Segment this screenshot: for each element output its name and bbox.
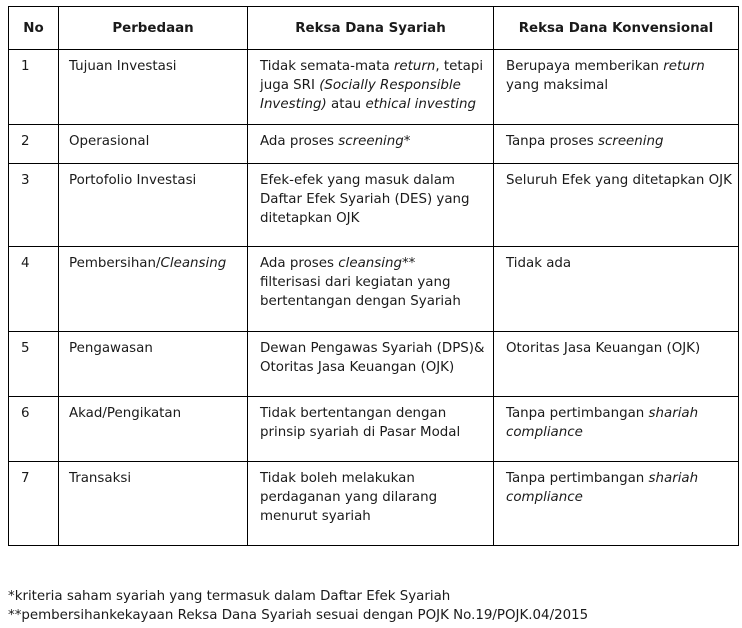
row-no: 7 [9,462,59,546]
text-line: menurut syariah [260,509,371,524]
text-line: Tidak bertentangan dengan [260,406,447,421]
text-line: Daftar Efek Syariah (DES) yang [260,192,470,207]
row-konvensional [494,462,739,546]
row-no: 2 [9,125,59,164]
text-line: compliance [506,490,583,505]
row-konvensional [494,247,739,332]
row-no: 5 [9,332,59,397]
text-line: Tidak ada [506,256,572,271]
text-line: bertentangan dengan Syariah [260,294,461,309]
row-syariah [248,125,494,164]
row-syariah [248,462,494,546]
text-line: Dewan Pengawas Syariah (DPS)& [260,341,485,356]
row-item: Transaksi [59,462,248,546]
text-line: perdaganan yang dilarang [260,490,438,505]
header-konvensional: Reksa Dana Konvensional [494,7,739,50]
text-line: filterisasi dari kegiatan yang [260,275,451,290]
text-line: Ada proses screening* [260,134,411,149]
row-konvensional [494,397,739,462]
text-line: Tanpa pertimbangan shariah [506,471,699,486]
row-item: Tujuan Investasi [59,50,248,125]
table-row [9,462,739,546]
header-item: Perbedaan [59,7,248,50]
row-syariah [248,332,494,397]
text-line: Otoritas Jasa Keuangan (OJK) [506,341,701,356]
row-item: Pengawasan [59,332,248,397]
comparison-table [8,6,739,546]
text-line: prinsip syariah di Pasar Modal [260,425,461,440]
text-line: Pembersihan/Cleansing [69,256,227,271]
header-syariah: Reksa Dana Syariah [248,7,494,50]
row-no: 4 [9,247,59,332]
footnote-2: **pembersihankekayaan Reksa Dana Syariah sesuai dengan POJK No.19/POJK.04/2015 [8,608,589,623]
row-item: Akad/Pengikatan [59,397,248,462]
row-syariah [248,397,494,462]
table-row [9,164,739,247]
footnote-1: *kriteria saham syariah yang termasuk dalam Daftar Efek Syariah [8,589,451,604]
row-syariah [248,164,494,247]
table-header-row [9,7,739,50]
text-line: juga SRI (Socially Responsible [260,78,461,93]
text-line: Tanpa proses screening [506,134,664,149]
row-konvensional [494,125,739,164]
table-row [9,50,739,125]
text-line: Berupaya memberikan return [506,59,705,74]
row-item: Operasional [59,125,248,164]
footnotes [8,587,588,625]
text-line: Otoritas Jasa Keuangan (OJK) [260,360,455,375]
row-syariah [248,50,494,125]
text-line: Tidak boleh melakukan [260,471,415,486]
table-row [9,247,739,332]
text-line: Efek-efek yang masuk dalam [260,173,455,188]
row-no: 1 [9,50,59,125]
row-item: Portofolio Investasi [59,164,248,247]
row-konvensional [494,164,739,247]
table-row [9,125,739,164]
text-line: Tidak semata-mata return, tetapi [260,59,484,74]
text-line: yang maksimal [506,78,609,93]
row-konvensional [494,50,739,125]
row-no: 6 [9,397,59,462]
text-line: Seluruh Efek yang ditetapkan OJK [506,173,732,188]
header-no: No [9,7,59,50]
text-line: compliance [506,425,583,440]
text-line: Investing) atau ethical investing [260,97,476,112]
text-line: Tanpa pertimbangan shariah [506,406,699,421]
text-line: Ada proses cleansing** [260,256,416,271]
row-item [59,247,248,332]
table-row [9,397,739,462]
row-no: 3 [9,164,59,247]
table-row [9,332,739,397]
text-line: ditetapkan OJK [260,211,360,226]
row-syariah [248,247,494,332]
row-konvensional [494,332,739,397]
